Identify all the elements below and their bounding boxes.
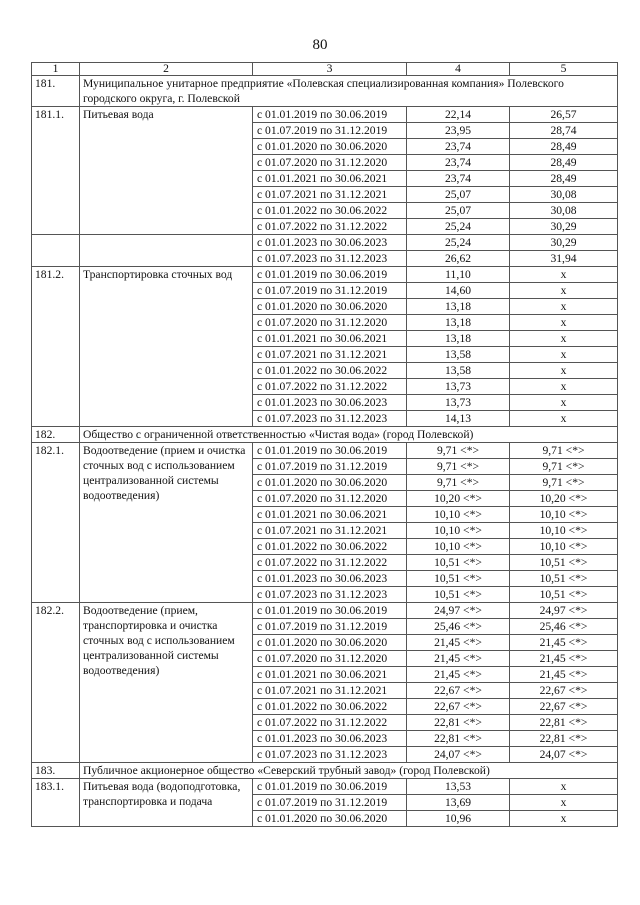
tariff-col5-cell: x — [510, 811, 618, 827]
period-cell: с 01.07.2019 по 31.12.2019 — [253, 123, 407, 139]
tariff-col4-cell: 22,81 <*> — [407, 715, 510, 731]
tariff-col5-cell: 24,97 <*> — [510, 603, 618, 619]
section-number: 183. — [32, 763, 80, 779]
tariff-col5-cell: 21,45 <*> — [510, 667, 618, 683]
period-cell: с 01.07.2020 по 31.12.2020 — [253, 491, 407, 507]
tariff-col5-cell: 10,20 <*> — [510, 491, 618, 507]
period-cell: с 01.01.2020 по 30.06.2020 — [253, 635, 407, 651]
period-cell: с 01.01.2020 по 30.06.2020 — [253, 475, 407, 491]
period-cell: с 01.07.2022 по 31.12.2022 — [253, 555, 407, 571]
tariff-col4-cell: 14,13 — [407, 411, 510, 427]
tariff-col4-cell: 10,51 <*> — [407, 555, 510, 571]
header-cell: 1 — [32, 63, 80, 76]
period-cell: с 01.01.2021 по 30.06.2021 — [253, 171, 407, 187]
tariff-col5-cell: 10,10 <*> — [510, 539, 618, 555]
period-cell: с 01.01.2023 по 30.06.2023 — [253, 731, 407, 747]
period-cell: с 01.07.2020 по 31.12.2020 — [253, 651, 407, 667]
tariff-col4-cell: 25,24 — [407, 219, 510, 235]
tariff-col4-cell: 11,10 — [407, 267, 510, 283]
item-number: 181.2. — [32, 267, 80, 427]
item-name: Водоотведение (прием и очистка сточных вод с использованием централизованной системы водоотведения) — [80, 443, 253, 603]
tariff-col4-cell: 10,51 <*> — [407, 571, 510, 587]
section-row — [32, 763, 618, 779]
period-cell: с 01.07.2023 по 31.12.2023 — [253, 411, 407, 427]
period-cell: с 01.01.2020 по 30.06.2020 — [253, 139, 407, 155]
period-cell: с 01.01.2019 по 30.06.2019 — [253, 779, 407, 795]
tariff-col5-cell: x — [510, 315, 618, 331]
tariff-col4-cell: 9,71 <*> — [407, 475, 510, 491]
tariff-col5-cell: 21,45 <*> — [510, 635, 618, 651]
tariff-col5-cell: x — [510, 267, 618, 283]
tariff-col5-cell: 22,81 <*> — [510, 715, 618, 731]
header-cell: 5 — [510, 63, 618, 76]
item-name: Питьевая вода — [80, 107, 253, 235]
tariff-col4-cell: 22,67 <*> — [407, 683, 510, 699]
period-cell: с 01.07.2022 по 31.12.2022 — [253, 379, 407, 395]
period-cell: с 01.01.2019 по 30.06.2019 — [253, 443, 407, 459]
period-cell: с 01.01.2021 по 30.06.2021 — [253, 667, 407, 683]
table-header-row — [32, 63, 618, 76]
table-row — [32, 603, 618, 619]
tariff-col5-cell: 10,51 <*> — [510, 571, 618, 587]
tariff-col4-cell: 23,74 — [407, 155, 510, 171]
table-row — [32, 235, 618, 251]
table-row — [32, 267, 618, 283]
period-cell: с 01.07.2019 по 31.12.2019 — [253, 619, 407, 635]
table-row — [32, 107, 618, 123]
period-cell: с 01.07.2019 по 31.12.2019 — [253, 283, 407, 299]
tariff-col5-cell: 30,08 — [510, 187, 618, 203]
header-cell: 4 — [407, 63, 510, 76]
tariff-col5-cell: 30,29 — [510, 219, 618, 235]
section-number: 182. — [32, 427, 80, 443]
period-cell: с 01.01.2022 по 30.06.2022 — [253, 363, 407, 379]
section-title: Муниципальное унитарное предприятие «Полевская специализированная компания» Полевского городского округа, г. Полевской — [80, 76, 618, 107]
period-cell: с 01.01.2021 по 30.06.2021 — [253, 331, 407, 347]
item-number: 182.1. — [32, 443, 80, 603]
tariff-col5-cell: 30,08 — [510, 203, 618, 219]
period-cell: с 01.01.2019 по 30.06.2019 — [253, 107, 407, 123]
tariff-col5-cell: 9,71 <*> — [510, 459, 618, 475]
period-cell: с 01.07.2021 по 31.12.2021 — [253, 187, 407, 203]
period-cell: с 01.01.2019 по 30.06.2019 — [253, 603, 407, 619]
tariff-col5-cell: x — [510, 379, 618, 395]
tariff-col5-cell: 26,57 — [510, 107, 618, 123]
tariff-col5-cell: 10,51 <*> — [510, 587, 618, 603]
period-cell: с 01.01.2021 по 30.06.2021 — [253, 507, 407, 523]
tariff-col4-cell: 9,71 <*> — [407, 443, 510, 459]
tariff-col4-cell: 13,58 — [407, 363, 510, 379]
tariff-col5-cell: 30,29 — [510, 235, 618, 251]
tariff-col4-cell: 13,73 — [407, 395, 510, 411]
tariff-col4-cell: 9,71 <*> — [407, 459, 510, 475]
period-cell: с 01.07.2020 по 31.12.2020 — [253, 315, 407, 331]
tariff-col5-cell: 31,94 — [510, 251, 618, 267]
tariff-col4-cell: 23,95 — [407, 123, 510, 139]
tariff-col4-cell: 13,73 — [407, 379, 510, 395]
tariff-col5-cell: 22,67 <*> — [510, 683, 618, 699]
item-number — [32, 235, 80, 267]
tariff-col5-cell: x — [510, 411, 618, 427]
period-cell: с 01.01.2020 по 30.06.2020 — [253, 299, 407, 315]
tariff-col4-cell: 10,20 <*> — [407, 491, 510, 507]
period-cell: с 01.01.2020 по 30.06.2020 — [253, 811, 407, 827]
tariff-col5-cell: x — [510, 299, 618, 315]
period-cell: с 01.01.2022 по 30.06.2022 — [253, 699, 407, 715]
tariff-col5-cell: 10,10 <*> — [510, 507, 618, 523]
tariff-col4-cell: 13,18 — [407, 331, 510, 347]
tariff-col4-cell: 22,14 — [407, 107, 510, 123]
tariff-col4-cell: 14,60 — [407, 283, 510, 299]
tariff-col5-cell: x — [510, 395, 618, 411]
tariff-col4-cell: 25,07 — [407, 187, 510, 203]
page-number: 80 — [312, 37, 328, 53]
tariff-col5-cell: 10,51 <*> — [510, 555, 618, 571]
period-cell: с 01.07.2021 по 31.12.2021 — [253, 347, 407, 363]
tariff-col4-cell: 23,74 — [407, 139, 510, 155]
tariff-col5-cell: 28,49 — [510, 139, 618, 155]
tariff-col4-cell: 13,18 — [407, 299, 510, 315]
header-cell: 3 — [253, 63, 407, 76]
section-title: Общество с ограниченной ответственностью «Чистая вода» (город Полевской) — [80, 427, 618, 443]
period-cell: с 01.07.2021 по 31.12.2021 — [253, 523, 407, 539]
period-cell: с 01.01.2023 по 30.06.2023 — [253, 235, 407, 251]
table-row — [32, 443, 618, 459]
tariff-col4-cell: 21,45 <*> — [407, 635, 510, 651]
header-cell: 2 — [80, 63, 253, 76]
tariff-col5-cell: 28,49 — [510, 155, 618, 171]
period-cell: с 01.07.2019 по 31.12.2019 — [253, 795, 407, 811]
tariff-col5-cell: 28,74 — [510, 123, 618, 139]
tariff-col5-cell: 28,49 — [510, 171, 618, 187]
tariff-col4-cell: 13,69 — [407, 795, 510, 811]
tariff-col4-cell: 13,58 — [407, 347, 510, 363]
tariff-col4-cell: 25,24 — [407, 235, 510, 251]
period-cell: с 01.07.2022 по 31.12.2022 — [253, 219, 407, 235]
tariff-col4-cell: 13,53 — [407, 779, 510, 795]
tariff-col4-cell: 10,96 — [407, 811, 510, 827]
section-number: 181. — [32, 76, 80, 107]
tariff-col4-cell: 22,67 <*> — [407, 699, 510, 715]
table-row — [32, 779, 618, 795]
section-title: Публичное акционерное общество «Северский трубный завод» (город Полевской) — [80, 763, 618, 779]
tariff-col5-cell: 9,71 <*> — [510, 443, 618, 459]
period-cell: с 01.01.2022 по 30.06.2022 — [253, 203, 407, 219]
tariff-col4-cell: 25,07 — [407, 203, 510, 219]
tariff-col5-cell: 22,67 <*> — [510, 699, 618, 715]
tariff-col5-cell: 25,46 <*> — [510, 619, 618, 635]
period-cell: с 01.07.2023 по 31.12.2023 — [253, 587, 407, 603]
period-cell: с 01.01.2022 по 30.06.2022 — [253, 539, 407, 555]
section-row — [32, 427, 618, 443]
tariff-col5-cell: x — [510, 347, 618, 363]
tariff-col4-cell: 26,62 — [407, 251, 510, 267]
tariff-col5-cell: 10,10 <*> — [510, 523, 618, 539]
tariff-col5-cell: x — [510, 363, 618, 379]
tariff-col5-cell: x — [510, 779, 618, 795]
tariff-col4-cell: 10,51 <*> — [407, 587, 510, 603]
tariff-col5-cell: 22,81 <*> — [510, 731, 618, 747]
tariff-col4-cell: 21,45 <*> — [407, 651, 510, 667]
period-cell: с 01.07.2021 по 31.12.2021 — [253, 683, 407, 699]
tariff-table — [31, 62, 618, 827]
tariff-col5-cell: 24,07 <*> — [510, 747, 618, 763]
item-name: Питьевая вода (водоподготовка, транспортировка и подача — [80, 779, 253, 827]
period-cell: с 01.01.2023 по 30.06.2023 — [253, 395, 407, 411]
tariff-col5-cell: 9,71 <*> — [510, 475, 618, 491]
tariff-col5-cell: 21,45 <*> — [510, 651, 618, 667]
tariff-col4-cell: 23,74 — [407, 171, 510, 187]
item-name: Транспортировка сточных вод — [80, 267, 253, 427]
period-cell: с 01.07.2022 по 31.12.2022 — [253, 715, 407, 731]
period-cell: с 01.07.2020 по 31.12.2020 — [253, 155, 407, 171]
item-name — [80, 235, 253, 267]
tariff-col4-cell: 24,97 <*> — [407, 603, 510, 619]
item-number: 183.1. — [32, 779, 80, 827]
tariff-col5-cell: x — [510, 331, 618, 347]
item-number: 181.1. — [32, 107, 80, 235]
tariff-col4-cell: 22,81 <*> — [407, 731, 510, 747]
tariff-col5-cell: x — [510, 795, 618, 811]
tariff-col5-cell: x — [510, 283, 618, 299]
tariff-col4-cell: 10,10 <*> — [407, 523, 510, 539]
item-name: Водоотведение (прием, транспортировка и очистка сточных вод с использованием централизованной системы водоотведения) — [80, 603, 253, 763]
period-cell: с 01.07.2023 по 31.12.2023 — [253, 251, 407, 267]
tariff-col4-cell: 13,18 — [407, 315, 510, 331]
period-cell: с 01.07.2019 по 31.12.2019 — [253, 459, 407, 475]
section-row — [32, 76, 618, 107]
tariff-col4-cell: 25,46 <*> — [407, 619, 510, 635]
tariff-col4-cell: 10,10 <*> — [407, 539, 510, 555]
period-cell: с 01.01.2023 по 30.06.2023 — [253, 571, 407, 587]
item-number: 182.2. — [32, 603, 80, 763]
tariff-col4-cell: 24,07 <*> — [407, 747, 510, 763]
tariff-col4-cell: 21,45 <*> — [407, 667, 510, 683]
tariff-col4-cell: 10,10 <*> — [407, 507, 510, 523]
period-cell: с 01.01.2019 по 30.06.2019 — [253, 267, 407, 283]
period-cell: с 01.07.2023 по 31.12.2023 — [253, 747, 407, 763]
